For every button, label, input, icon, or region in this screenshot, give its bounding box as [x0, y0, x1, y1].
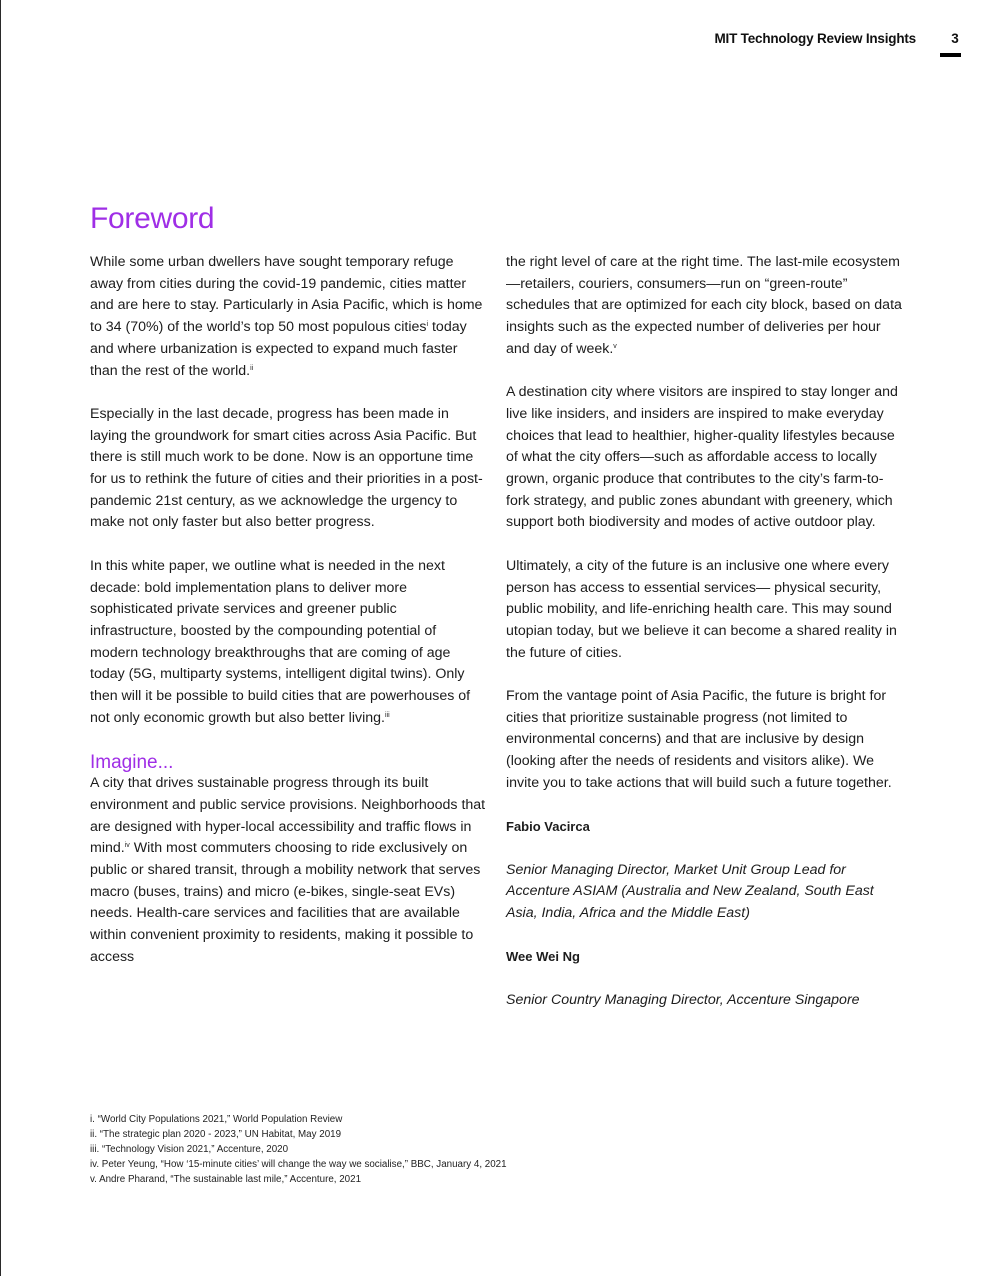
footnote: iii. “Technology Vision 2021,” Accenture, 2020: [90, 1144, 289, 1155]
footnote: i. “World City Populations 2021,” World Population Review: [90, 1114, 343, 1125]
signatory-name: Fabio Vacirca: [506, 819, 590, 835]
footnotes: [90, 1112, 507, 1187]
page-number-underline: [940, 53, 961, 57]
footnote-ref: iv: [124, 842, 130, 850]
header-brand: MIT Technology Review Insights: [714, 31, 916, 46]
page-title: Foreword: [90, 202, 215, 235]
signatory-title: Senior Country Managing Director, Accenture Singapore: [506, 991, 860, 1008]
paragraph: A destination city where visitors are inspired to stay longer and live like insiders, and insiders are inspired to make everyday choices that lead to healthier, higher-quality lifestyles because of what the city offers—such as affordable access to locally grown, organic produce that contributes to the city’s farm-to-fork strategy, and public zones abundant with greenery, which support both biodiversity and modes of active outdoor play.: [506, 384, 898, 531]
footnote-ref: v: [613, 342, 617, 350]
footnote: v. Andre Pharand, “The sustainable last mile,” Accenture, 2021: [90, 1174, 362, 1185]
paragraph: A city that drives sustainable progress through its built environment and public service provisions. Neighborhoods that are designed with hyper-local accessibility and traffic flows in mind.$^{iv}$ With most commuters choosing to ride exclusively on public or shared transit, through a mobility network that serves macro (buses, trains) and micro (e-bikes, single-seat EVs) needs. Health-care services and facilities that are available within convenient proximity to residents, making it possible to access: [90, 775, 486, 965]
paragraph: Ultimately, a city of the future is an inclusive one where every person has access to essential services— physical security, public mobility, and life-enriching health care. This may sound utopian today, but we believe it can become a shared reality in the future of cities.: [506, 557, 897, 661]
paragraph: Especially in the last decade, progress has been made in laying the groundwork for smart cities across Asia Pacific. But there is still much work to be done. Now is an opportune time for us to rethink the future of cities and their priorities in a post-pandemic 21st century, as we acknowledge the urgency to make not only faster but also better progress.: [90, 405, 483, 531]
footnote-ref: i: [426, 321, 429, 329]
page-number: 3: [951, 31, 959, 46]
signatory-title: Senior Managing Director, Market Unit Group Lead for Accenture ASIAM (Australia and New Zealand, South East Asia, India, Africa and the Middle East): [506, 861, 874, 922]
page-left-edge: [0, 0, 1, 1276]
right-column: [506, 252, 906, 1033]
paragraph: the right level of care at the right time. The last-mile ecosystem—retailers, couriers, consumers—run on “green-route” schedules that are optimized for each city block, based on data insights such as the expected number of deliveries per hour and day of week.$^v$: [506, 254, 902, 357]
signatory-name: Wee Wei Ng: [506, 949, 580, 965]
footnote: ii. “The strategic plan 2020 - 2023,” UN Habitat, May 2019: [90, 1129, 342, 1140]
left-column: [90, 252, 486, 990]
section-subheading: Imagine...: [90, 752, 174, 774]
paragraph: While some urban dwellers have sought temporary refuge away from cities during the covid-19 pandemic, cities matter and are here to stay. Particularly in Asia Pacific, which is home to 34 (70%) of the world’s top 50 most populous cities$^i$ today and where urbanization is expected to expand much faster than the rest of the world.$^{ii}$: [90, 254, 483, 379]
footnote: iv. Peter Yeung, “How ‘15-minute cities’ will change the way we socialise,” BBC, January 4, 2021: [90, 1159, 507, 1170]
footnote-ref: ii: [250, 364, 254, 372]
paragraph: In this white paper, we outline what is needed in the next decade: bold implementation plans to deliver more sophisticated private services and greener public infrastructure, boosted by the compounding potential of modern technology breakthroughs that are coming of age today (5G, multiparty systems, intelligent digital twins). Only then will it be possible to build cities that are powerhouses of not only economic growth but also better living.$^{iii}$: [90, 557, 471, 726]
paragraph: From the vantage point of Asia Pacific, the future is bright for cities that prioritize sustainable progress (not limited to environmental concerns) and that are inclusive by design (looking after the needs of residents and visitors alike). We invite you to take actions that will build such a future together.: [506, 688, 892, 791]
footnote-ref: iii: [384, 711, 390, 719]
